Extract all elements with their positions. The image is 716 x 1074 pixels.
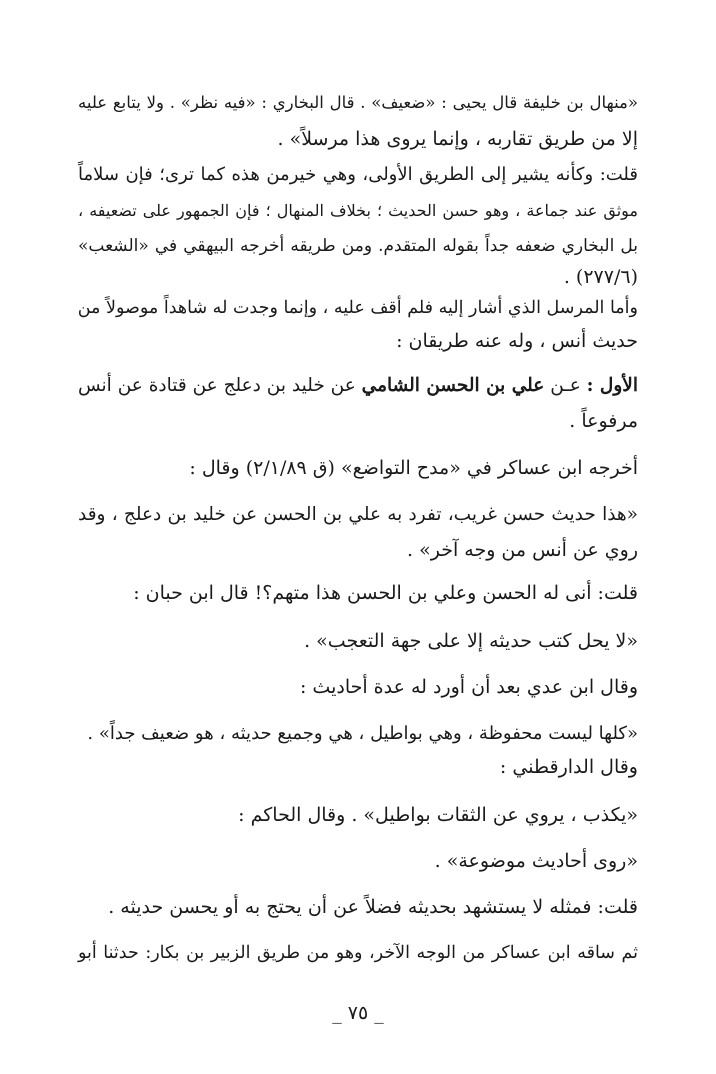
section-label-first: الأول : bbox=[586, 375, 638, 396]
text-segment: عن خليد بن دعلج عن قتادة عن أنس bbox=[77, 375, 362, 396]
text-segment: عـن bbox=[544, 375, 587, 396]
text-line-15: «لا يحل كتب حديثه إلا على جهة التعجب» . bbox=[304, 630, 638, 652]
text-line-1: «منهال بن خليفة قال يحيى : «ضعيف» . قال البخاري : «فيه نظر» . ولا يتابع عليه bbox=[78, 93, 638, 112]
text-line-11: أخرجه ابن عساكر في «مدح التواضع» (ق ٢/١/٨٩) وقال : bbox=[189, 457, 638, 479]
text-line-17: «كلها ليست محفوظة ، وهي بواطيل ، هي وجميع حديثه ، هو ضعيف جداً» . bbox=[87, 723, 638, 744]
text-line-6: (٢٧٧/٦) . bbox=[563, 266, 638, 288]
text-line-20: «روى أحاديث موضوعة» . bbox=[434, 850, 638, 872]
text-line-18: وقال الدارقطني : bbox=[499, 756, 638, 778]
text-line-4: موثق عند جماعة ، وهو حسن الحديث ؛ بخلاف المنهال ؛ فإن الجمهور على تضعيفه ، bbox=[78, 201, 638, 220]
text-line-7: وأما المرسل الذي أشار إليه فلم أقف عليه ، وإنما وجدت له شاهداً موصولاً من bbox=[77, 298, 638, 318]
text-line-19: «يكذب ، يروي عن الثقات بواطيل» . وقال الحاكم : bbox=[238, 804, 638, 826]
narrator-name: علي بن الحسن الشامي bbox=[361, 375, 545, 396]
page-number: _ ٧٥ _ bbox=[332, 1002, 384, 1024]
text-line-9 bbox=[78, 371, 638, 401]
text-line-5: بل البخاري ضعفه جداً بقوله المتقدم. ومن طريقه أخرجه البيهقي في «الشعب» bbox=[78, 236, 638, 256]
text-line-3: قلت: وكأنه يشير إلى الطريق الأولى، وهي خيرمن هذه كما ترى؛ فإن سلاماً bbox=[78, 164, 638, 185]
text-line-2: إلا من طريق تقاربه ، وإنما يروى هذا مرسلاً» . bbox=[277, 128, 638, 150]
text-line-16: وقال ابن عدي بعد أن أورد له عدة أحاديث : bbox=[299, 676, 638, 698]
text-line-13: روي عن أنس من وجه آخر» . bbox=[407, 539, 638, 561]
text-line-21: قلت: فمثله لا يستشهد بحديثه فضلاً عن أن يحتج به أو يحسن حديثه . bbox=[108, 896, 638, 918]
text-line-22: ثم ساقه ابن عساكر من الوجه الآخر، وهو من طريق الزبير بن بكار: حدثنا أبو bbox=[78, 943, 638, 963]
text-line-10: مرفوعاً . bbox=[569, 410, 638, 432]
text-line-14: قلت: أنى له الحسن وعلي بن الحسن هذا متهم؟! قال ابن حبان : bbox=[133, 582, 638, 604]
text-line-8: حديث أنس ، وله عنه طريقان : bbox=[396, 330, 638, 352]
text-line-12: «هذا حديث حسن غريب، تفرد به علي بن الحسن عن خليد بن دعلج ، وقد bbox=[78, 504, 638, 525]
